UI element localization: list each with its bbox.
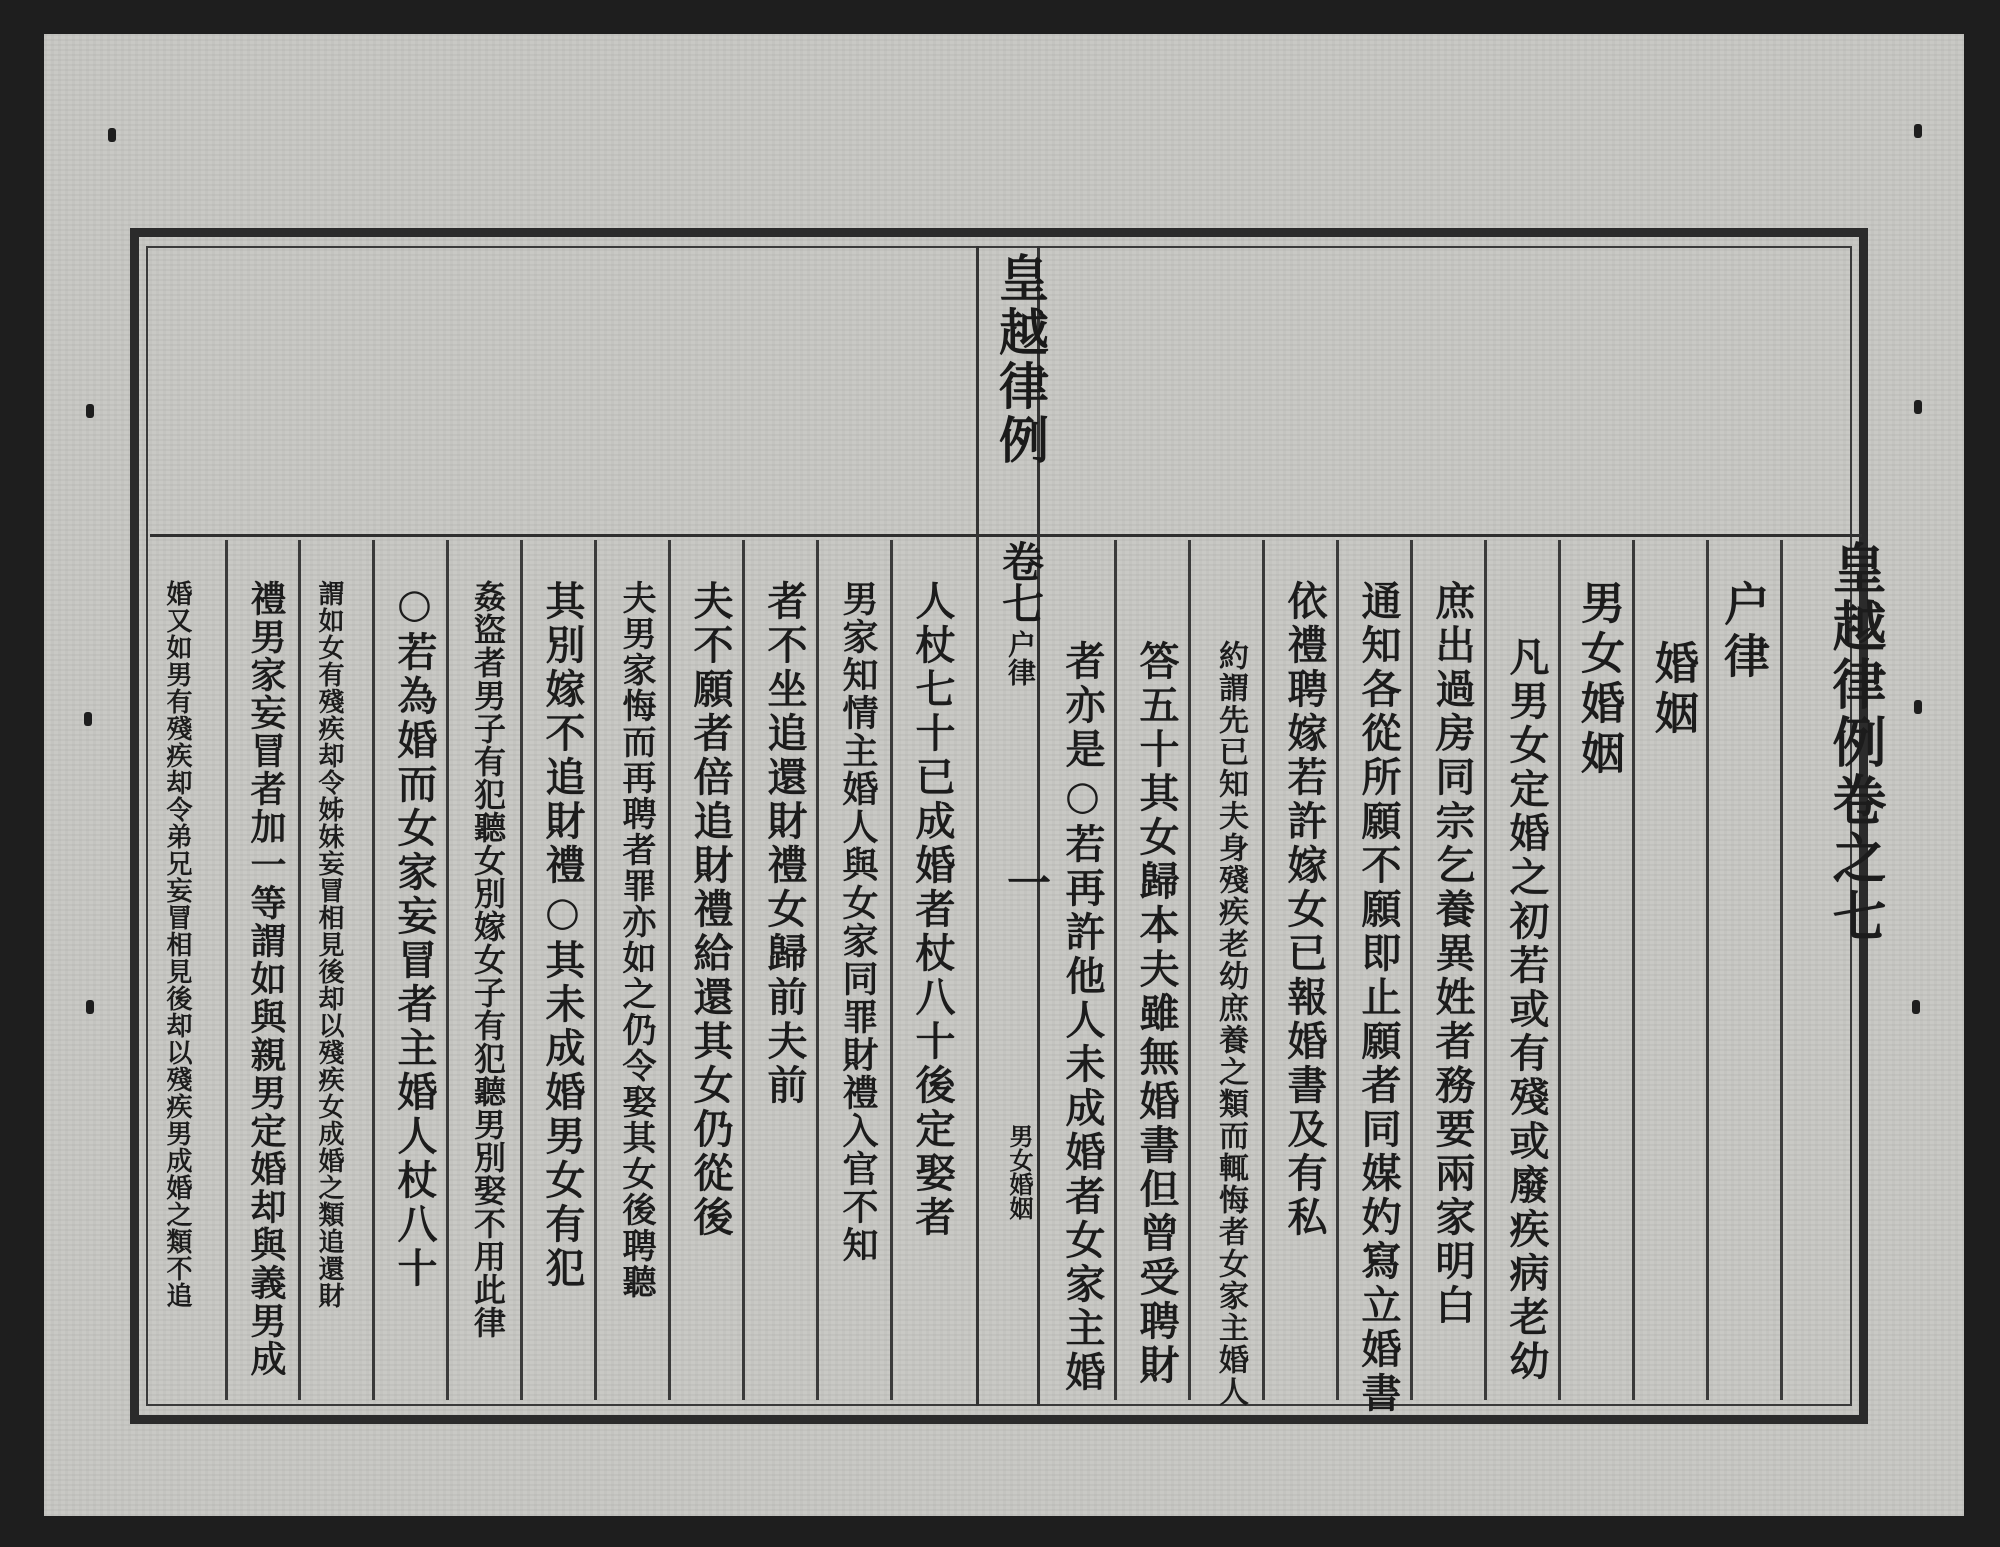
binding-hole	[1912, 1000, 1920, 1014]
text-column: 答五十其女歸本夫雖無婚書但曾受聘財	[1133, 640, 1180, 1388]
column-rule	[1706, 540, 1709, 1400]
center-title: 皇越律例	[991, 252, 1050, 468]
text-column: 庶出過房同宗乞養異姓者務要兩家明白	[1429, 580, 1476, 1328]
column-rule	[1632, 540, 1635, 1400]
text-column: 夫男家悔而再聘者罪亦如之仍令娶其女後聘聽	[616, 580, 656, 1300]
binding-hole	[1914, 700, 1922, 714]
column-rule	[1262, 540, 1265, 1400]
text-column: 凡男女定婚之初若或有殘或廢疾病老幼	[1503, 636, 1550, 1384]
column-rule	[520, 540, 523, 1400]
text-column: 謂如女有殘疾却令姊妹妄冒相見後却以殘疾女成婚之類追還財	[314, 580, 344, 1309]
column-rule	[298, 540, 301, 1400]
column-rule	[594, 540, 597, 1400]
center-page-number: 一	[999, 860, 1050, 904]
binding-hole	[1914, 124, 1922, 138]
text-column: 者亦是○若再許他人未成婚者女家主婚	[1059, 640, 1106, 1395]
text-column: 男家知情主婚人與女家同罪財禮入官不知	[837, 580, 879, 1264]
column-rule	[1558, 540, 1561, 1400]
center-category: 户律	[1004, 630, 1037, 686]
column-rule	[1336, 540, 1339, 1400]
text-column: 姦盜者男子有犯聽女別嫁女子有犯聽男別娶不用此律	[469, 580, 507, 1339]
chapter-heading: 婚姻	[1647, 640, 1698, 740]
column-rule	[816, 540, 819, 1400]
text-column: 其別嫁不追財禮○其未成婚男女有犯	[539, 580, 586, 1291]
volume-title: 皇越律例卷之七	[1824, 540, 1888, 946]
text-column: 禮男家妄冒者加一等謂如與親男定婚却與義男成	[245, 580, 287, 1378]
text-column: 婚又如男有殘疾却令弟兄妄冒相見後却以殘疾男成婚之類不追	[162, 580, 192, 1309]
binding-hole	[108, 128, 116, 142]
binding-hole	[86, 1000, 94, 1014]
binding-hole	[84, 712, 92, 726]
column-rule	[1780, 540, 1783, 1400]
column-rule	[1114, 540, 1117, 1400]
text-column: ○若為婚而女家妄冒者主婚人杖八十	[391, 580, 438, 1291]
text-column: 通知各從所願不願即止願者同媒妁寫立婚書	[1355, 580, 1402, 1416]
text-column: 約謂先已知夫身殘疾老幼庶養之類而輒悔者女家主婚人	[1213, 640, 1248, 1408]
column-rule	[1484, 540, 1487, 1400]
column-rule	[372, 540, 375, 1400]
column-rule	[1188, 540, 1191, 1400]
column-rule	[1410, 540, 1413, 1400]
column-rule	[668, 540, 671, 1400]
column-rule	[225, 540, 228, 1400]
article-heading: 男女婚姻	[1573, 580, 1624, 780]
text-column: 者不坐追還財禮女歸前夫前	[761, 580, 808, 1108]
center-article-name: 男女婚姻	[1005, 1124, 1034, 1220]
text-column: 依禮聘嫁若許嫁女已報婚書及有私	[1281, 580, 1328, 1240]
binding-hole	[1914, 400, 1922, 414]
text-column: 人杖七十已成婚者杖八十後定娶者	[909, 580, 956, 1240]
column-rule	[742, 540, 745, 1400]
section-heading: 户律	[1717, 580, 1771, 684]
center-volume: 卷七	[996, 540, 1045, 624]
binding-hole	[86, 404, 94, 418]
column-rule	[446, 540, 449, 1400]
text-column: 夫不願者倍追財禮給還其女仍從後	[687, 580, 734, 1240]
column-rule	[890, 540, 893, 1400]
